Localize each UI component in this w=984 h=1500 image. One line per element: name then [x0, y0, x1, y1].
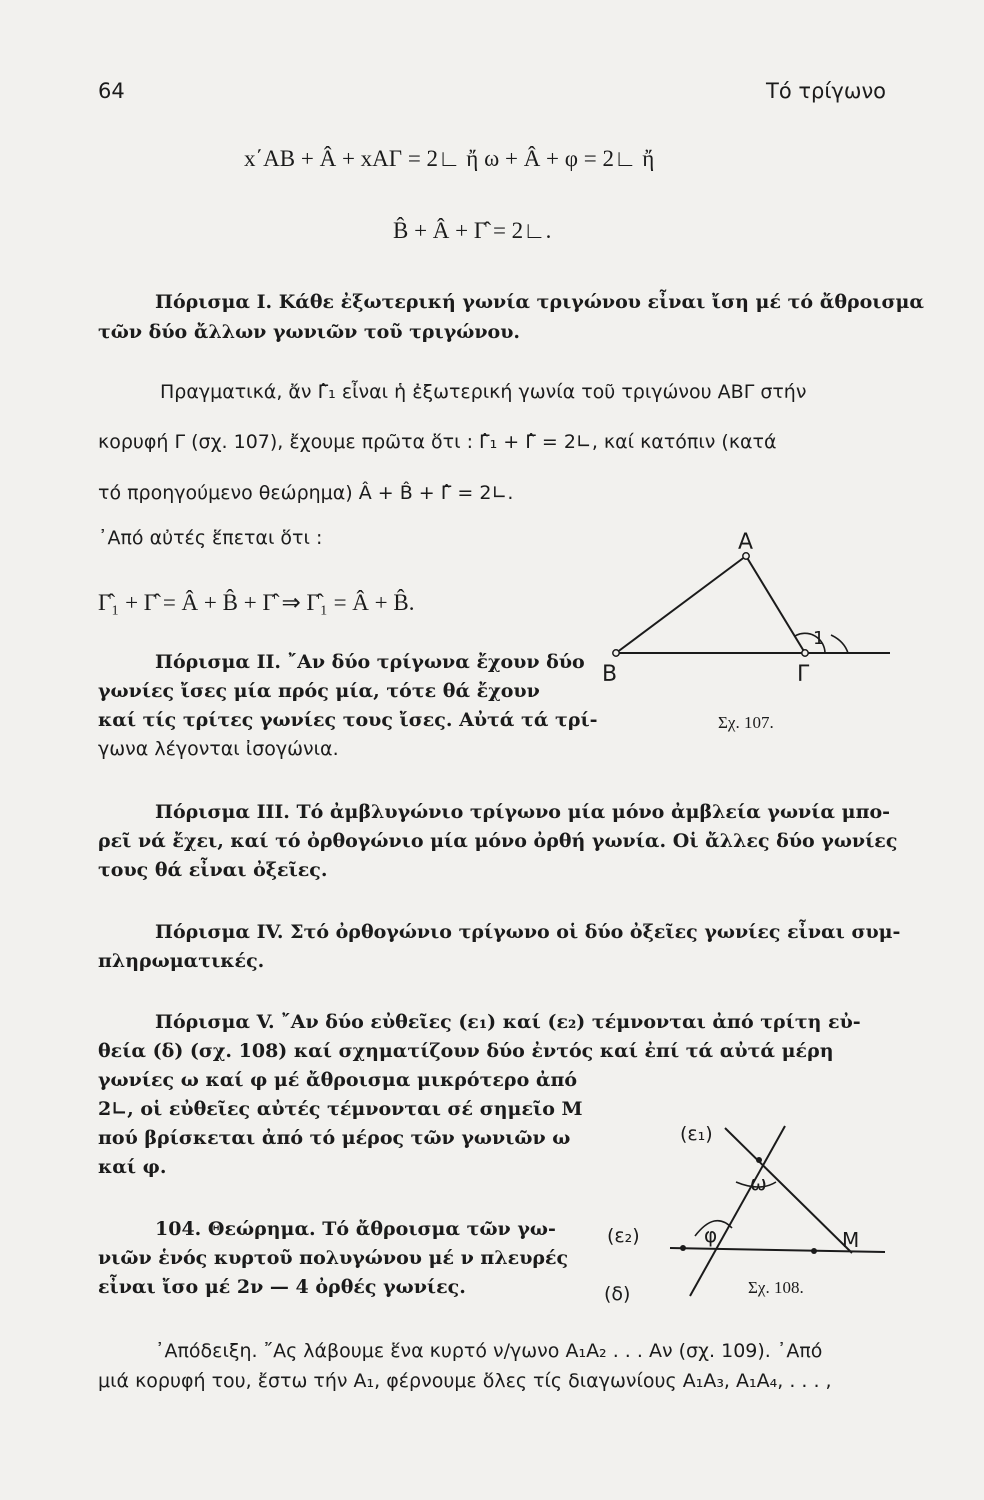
porisma-1-line-2: τῶν δύο ἄλλων γωνιῶν τοῦ τριγώνου. [98, 321, 521, 343]
proof-1-conclusion: Γ̂₁ + Γ̂ = Â + B̂ + Γ̂ ⇒ Γ̂₁ = Â + B̂. [98, 590, 415, 615]
porisma-5-line-3: γωνίες ω καί φ μέ ἄθροισμα μικρότερο ἀπό [98, 1069, 578, 1091]
figure-108-label-phi: φ [704, 1223, 718, 1247]
figure-108-caption: Σχ. 108. [748, 1278, 804, 1297]
figure-108-label-omega: ω [750, 1171, 767, 1195]
porisma-4-line-2: πληρωματικές. [98, 950, 265, 972]
proof-1-line-2: κορυφή Γ (σχ. 107), ἔχουμε πρῶτα ὅτι : Γ̂₁ + Γ̂ = 2∟, καί κατόπιν (κατά [98, 431, 777, 453]
porisma-3-line-2: ρεῖ νά ἔχει, καί τό ὀρθογώνιο μία μόνο ὀρθή γωνία. Οἱ ἄλλες δύο γωνίες [98, 830, 898, 852]
porisma-5-line-6: καί φ. [98, 1156, 167, 1178]
vertex-g [802, 650, 808, 656]
porisma-4-line-1: Πόρισμα IV. Στό ὀρθογώνιο τρίγωνο οἱ δύο ὀξεῖες γωνίες εἶναι συμ- [155, 921, 901, 943]
line-e1 [725, 1128, 852, 1253]
porisma-5-line-4: 2∟, οἱ εὐθεῖες αὐτές τέμνονται σέ σημεῖο Μ [98, 1098, 583, 1120]
exterior-angle-mark [831, 635, 848, 653]
theorem-104-line-3: εἶναι ἴσο μέ 2ν — 4 ὀρθές γωνίες. [98, 1276, 466, 1298]
figure-107-angle-label: 1 [813, 628, 825, 649]
figure-108-label-e1: (ε₁) [680, 1123, 713, 1145]
point-m [811, 1248, 817, 1254]
porisma-2-line-1: Πόρισμα II. ῎Αν δύο τρίγωνα ἔχουν δύο [155, 651, 585, 673]
figure-108-lines [600, 1110, 890, 1300]
proof-104-line-2: μιά κορυφή του, ἔστω τήν A₁, φέρνουμε ὅλες τίς διαγωνίους A₁A₃, A₁A₄, . . . , [98, 1370, 832, 1392]
porisma-2-line-3: καί τίς τρίτες γωνίες τους ἴσες. Αὐτά τά τρί- [98, 709, 598, 731]
proof-1-line-4: ᾿Από αὐτές ἕπεται ὅτι : [98, 527, 323, 549]
figure-107-label-b: Β [602, 662, 618, 687]
figure-107-label-g: Γ [797, 662, 810, 687]
side-ag [746, 556, 805, 653]
porisma-2-line-4: γωνα λέγονται ἰσογώνια. [98, 738, 339, 760]
porisma-5-line-1: Πόρισμα V. ῎Αν δύο εὐθεῖες (ε₁) καί (ε₂) τέμνονται ἀπό τρίτη εὐ- [155, 1011, 861, 1033]
intersection-point [756, 1157, 762, 1163]
porisma-5-line-5: πού βρίσκεται ἀπό τό μέρος τῶν γωνιῶν ω [98, 1127, 571, 1149]
proof-104-line-1: ᾿Απόδειξη. ῎Ας λάβουμε ἕνα κυρτό ν/γωνο A₁A₂ . . . Aν (σχ. 109). ᾿Από [155, 1340, 823, 1362]
figure-107-caption: Σχ. 107. [718, 713, 774, 732]
porisma-3-line-3: τους θά εἶναι ὀξεῖες. [98, 859, 328, 881]
porisma-2-line-2: γωνίες ἴσες μία πρός μία, τότε θά ἔχουν [98, 680, 540, 702]
porisma-3-line-1: Πόρισμα III. Τό ἀμβλυγώνιο τρίγωνο μία μόνο ἀμβλεία γωνία μπο- [155, 801, 891, 823]
theorem-104-line-1: 104. Θεώρημα. Τό ἄθροισμα τῶν γω- [155, 1218, 556, 1240]
line-e2 [690, 1126, 785, 1296]
equation-line-2: B̂ + Â + Γ̂ = 2∟. [393, 218, 552, 243]
figure-107-label-a: Α [738, 530, 754, 555]
figure-108-label-e2: (ε₂) [607, 1225, 640, 1247]
point-e2-d [680, 1245, 686, 1251]
figure-108-label-d: (δ) [604, 1283, 631, 1305]
theorem-104-line-2: νιῶν ἑνός κυρτοῦ πολυγώνου μέ ν πλευρές [98, 1247, 569, 1269]
equation-line-1: x΄AB + Â + xAΓ = 2∟ ἤ ω + Â + φ = 2∟ ἤ [244, 146, 655, 171]
proof-1-line-3: τό προηγούμενο θεώρημα) Â + B̂ + Γ̂ = 2∟. [98, 482, 514, 504]
side-ba [616, 556, 746, 653]
proof-1-line-1: Πραγματικά, ἄν Γ̂₁ εἶναι ἡ ἐξωτερική γωνία τοῦ τριγώνου ΑΒΓ στήν [160, 381, 807, 403]
running-title: Τό τρίγωνο [766, 79, 887, 103]
porisma-5-line-2: θεία (δ) (σχ. 108) καί σχηματίζουν δύο ἐντός καί ἐπί τά αὐτά μέρη [98, 1040, 834, 1062]
figure-108-label-m: M [842, 1228, 860, 1252]
porisma-1-line-1: Πόρισμα I. Κάθε ἐξωτερική γωνία τριγώνου εἶναι ἴση μέ τό ἄθροισμα [155, 291, 925, 313]
vertex-b [613, 650, 619, 656]
page-number: 64 [98, 79, 125, 103]
